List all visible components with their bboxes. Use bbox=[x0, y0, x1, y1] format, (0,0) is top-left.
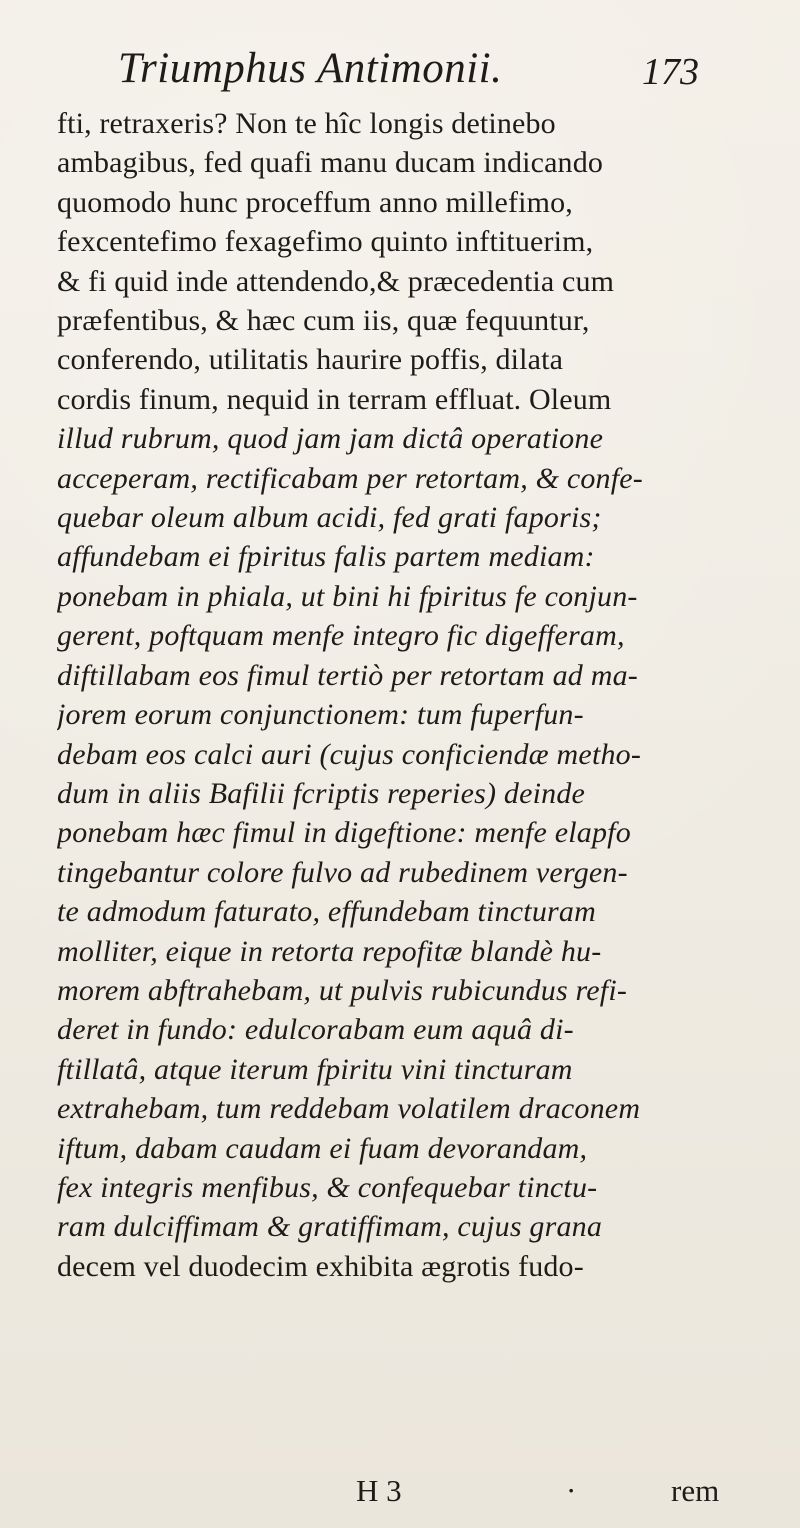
text-line: deret in fundo: edulcorabam eum aquâ di- bbox=[57, 1013, 574, 1047]
text-line: molliter, eique in retorta repofitæ blandè hu- bbox=[57, 934, 602, 968]
text-line: fexcentefimo fexagefimo quinto inftituerim, bbox=[57, 225, 594, 259]
text-line: dum in aliis Bafilii fcriptis reperies) deinde bbox=[57, 776, 586, 810]
text-line: diftillabam eos fimul tertiò per retortam ad ma- bbox=[57, 658, 638, 692]
text-line: iftum, dabam caudam ei fuam devorandam, bbox=[57, 1131, 588, 1165]
page-number: 173 bbox=[642, 51, 699, 93]
text-line: cordis finum, nequid in terram effluat. Oleum bbox=[57, 382, 612, 416]
text-line: ponebam hæc fimul in digeftione: menfe elapfo bbox=[57, 816, 631, 850]
text-line: tingebantur colore fulvo ad rubedinem vergen- bbox=[57, 855, 628, 889]
text-line: ram dulciffimam & gratiffimam, cujus grana bbox=[57, 1210, 603, 1244]
text-line: gerent, poftquam menfe integro fic digefferam, bbox=[57, 619, 625, 653]
text-line: & fi quid inde attendendo,& præcedentia cum bbox=[57, 264, 615, 298]
text-line: jorem eorum conjunctionem: tum fuperfun- bbox=[57, 698, 584, 732]
text-line: præfentibus, & hæc cum iis, quæ fequuntur, bbox=[57, 304, 590, 338]
page-header bbox=[118, 44, 745, 102]
text-line: ponebam in phiala, ut bini hi fpiritus fe conjun- bbox=[57, 579, 638, 613]
text-line: acceperam, rectificabam per retortam, & confe- bbox=[57, 461, 643, 495]
text-line: extrahebam, tum reddebam volatilem draconem bbox=[57, 1092, 641, 1126]
text-line: ftillatâ, atque iterum fpiritu vini tincturam bbox=[57, 1052, 573, 1086]
text-line: illud rubrum, quod jam jam dictâ operatione bbox=[57, 422, 604, 456]
running-title: Triumphus Antimonii. bbox=[118, 45, 503, 92]
text-line: fti, retraxeris? Non te hîc longis detinebo bbox=[57, 107, 556, 140]
text-line: ambagibus, fed quafi manu ducam indicando bbox=[57, 146, 603, 180]
catchword: rem bbox=[671, 1473, 720, 1508]
page-footer bbox=[0, 1473, 800, 1519]
text-line: morem abftrahebam, ut pulvis rubicundus refi- bbox=[57, 973, 628, 1007]
body-text bbox=[57, 104, 745, 1286]
text-line: affundebam ei fpiritus falis partem mediam: bbox=[57, 540, 595, 574]
text-line: conferendo, utilitatis haurire poffis, dilata bbox=[57, 343, 564, 377]
text-line: quomodo hunc proceffum anno millefimo, bbox=[57, 185, 573, 219]
text-line: fex integris menfibus, & confequebar tinctu- bbox=[57, 1170, 598, 1204]
footer-separator: · bbox=[566, 1473, 577, 1508]
text-line: decem vel duodecim exhibita ægrotis fudo- bbox=[57, 1249, 584, 1283]
printer-signature: H 3 bbox=[356, 1473, 402, 1508]
text-line: te admodum faturato, effundebam tincturam bbox=[57, 895, 596, 929]
text-line: debam eos calci auri (cujus conficiendæ metho- bbox=[57, 737, 642, 771]
text-line: quebar oleum album acidi, fed grati faporis; bbox=[57, 501, 602, 535]
